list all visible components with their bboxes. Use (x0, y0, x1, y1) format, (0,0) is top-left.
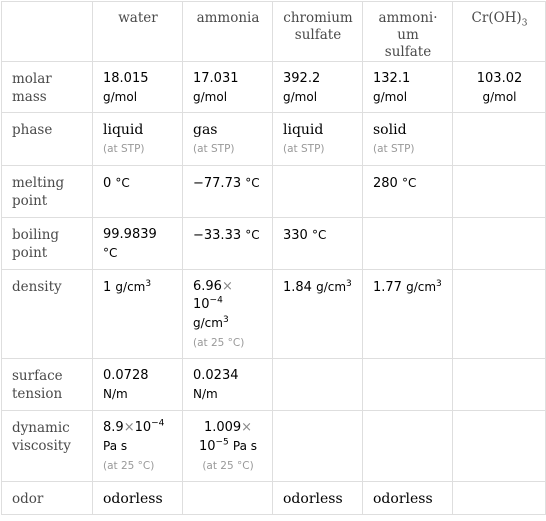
cell-ammonia-surface-tension (183, 359, 273, 411)
unit: N/m (193, 387, 218, 401)
cell-ammonium-sulfate-boiling-point (363, 218, 453, 270)
exponent: −5 (215, 437, 229, 448)
croh3-sub: 3 (521, 18, 528, 29)
ten: 10 (193, 297, 210, 312)
cell-water-melting-point (93, 166, 183, 218)
condition-note: (at STP) (103, 143, 145, 155)
row-surface-tension (2, 359, 546, 411)
value: solid (373, 122, 407, 138)
cell-chromium-sulfate-odor: odorless (273, 482, 363, 515)
unit: °C (245, 176, 260, 190)
col-header-water: water (93, 2, 183, 62)
row-density (2, 270, 546, 359)
cell-ammonia-boiling-point (183, 218, 273, 270)
value: 0 (103, 176, 112, 191)
cell-chromium-sulfate-surface-tension (273, 359, 363, 411)
cell-water-density (93, 270, 183, 359)
row-label-molar-mass: molar mass (2, 62, 93, 113)
cell-croh3-dynamic-viscosity (453, 411, 546, 482)
exponent: −4 (151, 418, 165, 429)
cell-ammonium-sulfate-surface-tension (363, 359, 453, 411)
mantissa: 8.9 (103, 420, 124, 435)
value: 0.0728 (103, 368, 149, 383)
col-header-croh3 (453, 2, 546, 62)
cell-ammonium-sulfate-melting-point (363, 166, 453, 218)
cell-chromium-sulfate-melting-point (273, 166, 363, 218)
value: 103.02 (476, 71, 523, 86)
times-sign: × (123, 420, 135, 435)
cell-water-dynamic-viscosity (93, 411, 183, 482)
cell-croh3-melting-point (453, 166, 546, 218)
row-label-surface-tension: surface tension (2, 359, 93, 411)
unit-base: g/cm (115, 280, 146, 294)
ammonium-part2: um sulfate (384, 27, 432, 60)
unit: g/mol (283, 90, 318, 104)
value: 1 (103, 280, 112, 295)
mantissa: 6.96 (193, 279, 222, 294)
cell-water-boiling-point (93, 218, 183, 270)
condition-note: (at 25 °C) (202, 460, 254, 472)
condition-note: (at STP) (193, 143, 235, 155)
unit: g/mol (482, 90, 517, 104)
unit: N/m (103, 387, 128, 401)
row-label-dynamic-viscosity: dynamic viscosity (2, 411, 93, 482)
condition-note: (at 25 °C) (103, 460, 155, 472)
col-header-ammonia: ammonia (183, 2, 273, 62)
row-label-density: density (2, 270, 93, 359)
cell-water-surface-tension (93, 359, 183, 411)
value: 17.031 (193, 71, 239, 86)
cell-croh3-density (453, 270, 546, 359)
mantissa: 1.009 (203, 420, 242, 435)
value: 392.2 (283, 71, 321, 86)
croh3-base: Cr(OH) (471, 10, 522, 26)
unit (316, 280, 352, 294)
cell-croh3-phase (453, 113, 546, 166)
cell-chromium-sulfate-density (273, 270, 363, 359)
times-sign: × (221, 279, 233, 294)
row-label-melting-point: melting point (2, 166, 93, 218)
unit-exponent: 3 (222, 315, 229, 325)
unit (193, 316, 229, 330)
condition-note: (at STP) (373, 143, 415, 155)
value: −77.73 (193, 176, 242, 191)
value: 1.84 (283, 280, 312, 295)
value: gas (193, 122, 218, 138)
unit (406, 280, 442, 294)
cell-water-molar-mass (93, 62, 183, 113)
unit: °C (311, 228, 327, 242)
unit-base: g/cm (406, 280, 437, 294)
corner-cell (2, 2, 93, 62)
unit: °C (103, 246, 118, 260)
unit-exponent: 3 (346, 279, 352, 289)
value: 0.0234 (193, 368, 239, 383)
row-molar-mass (2, 62, 546, 113)
ammonium-part1: ammoni (378, 10, 434, 26)
unit: g/mol (193, 90, 228, 104)
ten: 10 (134, 420, 152, 435)
cell-ammonia-molar-mass (183, 62, 273, 113)
condition-note: (at STP) (283, 143, 325, 155)
cell-croh3-molar-mass (453, 62, 546, 113)
row-melting-point (2, 166, 546, 218)
times-sign: × (241, 420, 253, 435)
unit-base: g/cm (316, 280, 347, 294)
cell-chromium-sulfate-dynamic-viscosity (273, 411, 363, 482)
cell-water-odor: odorless (93, 482, 183, 515)
cell-croh3-surface-tension (453, 359, 546, 411)
value: 99.9839 (103, 227, 157, 242)
row-label-phase: phase (2, 113, 93, 166)
unit: Pa s (103, 439, 128, 453)
header-row (2, 2, 546, 62)
unit: °C (245, 228, 260, 242)
cell-ammonia-dynamic-viscosity (183, 411, 273, 482)
cell-croh3-boiling-point (453, 218, 546, 270)
unit: °C (401, 176, 417, 190)
ten: 10 (198, 439, 216, 454)
cell-ammonia-density (183, 270, 273, 359)
unit: Pa s (232, 439, 258, 453)
unit (115, 280, 151, 294)
row-label-boiling-point: boiling point (2, 218, 93, 270)
cell-ammonium-sulfate-dynamic-viscosity (363, 411, 453, 482)
properties-table (1, 1, 546, 515)
unit: °C (115, 176, 130, 190)
row-boiling-point (2, 218, 546, 270)
value: 18.015 (103, 71, 149, 86)
cell-ammonium-sulfate-phase (363, 113, 453, 166)
cell-ammonium-sulfate-molar-mass (363, 62, 453, 113)
col-header-chromium-sulfate: chromium sulfate (273, 2, 363, 62)
unit-exponent: 3 (145, 279, 152, 289)
value: 280 (373, 176, 398, 191)
cell-chromium-sulfate-phase (273, 113, 363, 166)
cell-chromium-sulfate-molar-mass (273, 62, 363, 113)
value: 330 (283, 228, 308, 243)
unit-exponent: 3 (436, 279, 442, 289)
unit-base: g/cm (193, 316, 223, 330)
cell-chromium-sulfate-boiling-point (273, 218, 363, 270)
cell-ammonia-melting-point (183, 166, 273, 218)
cell-ammonia-phase (183, 113, 273, 166)
value: −33.33 (193, 228, 242, 243)
exponent: −4 (209, 295, 223, 306)
cell-ammonium-sulfate-density (363, 270, 453, 359)
row-label-odor: odor (2, 482, 93, 515)
row-dynamic-viscosity (2, 411, 546, 482)
unit: g/mol (373, 90, 408, 104)
col-header-ammonium-sulfate: ammoni· um sulfate (363, 2, 453, 62)
row-phase (2, 113, 546, 166)
value: 1.77 (373, 280, 402, 295)
cell-water-phase (93, 113, 183, 166)
cell-ammonium-sulfate-odor: odorless (363, 482, 453, 515)
value: liquid (103, 122, 144, 138)
value: liquid (283, 122, 324, 138)
condition-note: (at 25 °C) (193, 337, 245, 349)
row-odor (2, 482, 546, 515)
cell-croh3-odor (453, 482, 546, 515)
value: 132.1 (373, 71, 411, 86)
unit: g/mol (103, 90, 138, 104)
cell-ammonia-odor (183, 482, 273, 515)
